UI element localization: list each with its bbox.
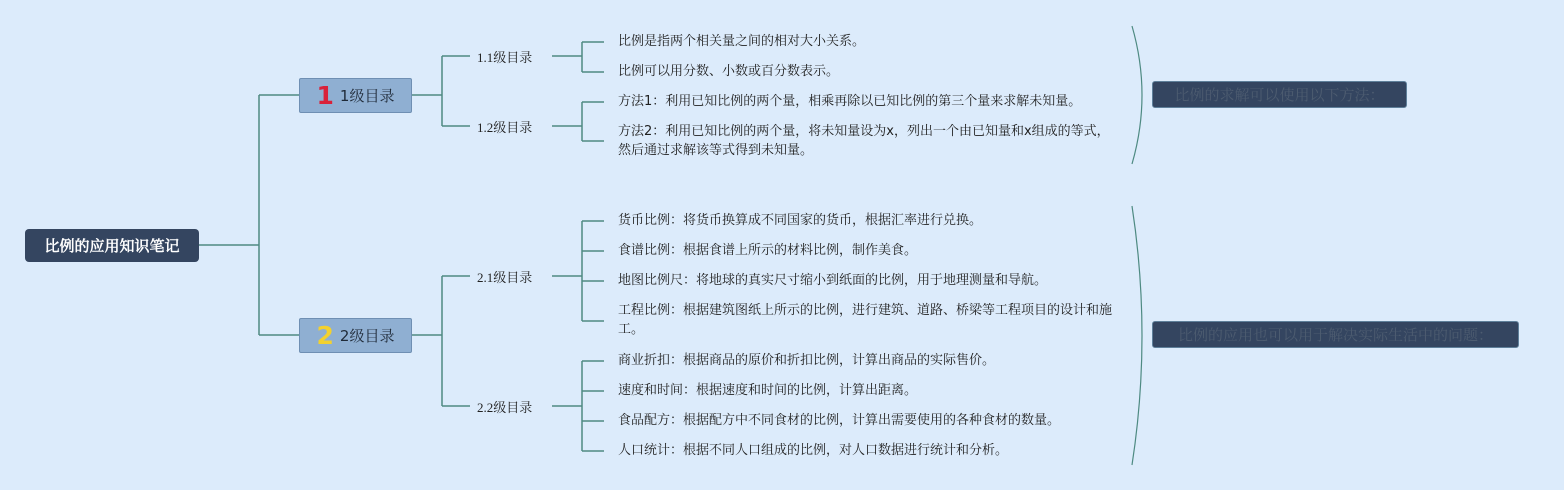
branch-1-topic[interactable] — [299, 78, 412, 113]
leaf-topic[interactable]: 工程比例：根据建筑图纸上所示的比例，进行建筑、道路、桥梁等工程项目的设计和施工。 — [618, 303, 1113, 337]
root-topic[interactable] — [25, 229, 199, 262]
leaf-topic[interactable]: 速度和时间：根据速度和时间的比例，计算出距离。 — [618, 383, 918, 398]
number-1-icon: 1 — [316, 81, 334, 110]
root-topic-label: 比例的应用知识笔记 — [44, 237, 180, 255]
leaf-topic[interactable]: 食品配方：根据配方中不同食材的比例，计算出需要使用的各种食材的数量。 — [618, 413, 1061, 428]
subtopic-2-1[interactable]: 2.1级目录 — [477, 270, 533, 285]
leaf-topic[interactable]: 人口统计：根据不同人口组成的比例，对人口数据进行统计和分析。 — [618, 443, 1009, 458]
number-2-icon: 2 — [316, 321, 334, 350]
summary-1-label: 比例的求解可以使用以下方法： — [1174, 86, 1385, 104]
branch-2-label: 2级目录 — [339, 327, 395, 345]
summary-2-label: 比例的应用也可以用于解决实际生活中的问题： — [1177, 326, 1493, 344]
summary-topic-1[interactable] — [1152, 81, 1407, 108]
subtopic-2-2[interactable]: 2.2级目录 — [477, 400, 533, 415]
leaf-topic[interactable]: 食谱比例：根据食谱上所示的材料比例，制作美食。 — [618, 243, 918, 258]
leaf-topic[interactable]: 方法1：利用已知比例的两个量，相乘再除以已知比例的第三个量来求解未知量。 — [618, 94, 1082, 109]
branch-1-label: 1级目录 — [339, 87, 395, 105]
leaf-topic[interactable]: 商业折扣：根据商品的原价和折扣比例，计算出商品的实际售价。 — [618, 353, 996, 368]
summary-topic-2[interactable] — [1152, 321, 1519, 348]
leaf-topic[interactable]: 方法2：利用已知比例的两个量，将未知量设为x，列出一个由已知量和x组成的等式，然后通过求解该等式得到未知量。 — [618, 124, 1110, 158]
subtopic-1-1[interactable]: 1.1级目录 — [477, 50, 533, 65]
leaf-topic[interactable]: 比例是指两个相关量之间的相对大小关系。 — [618, 34, 866, 49]
leaf-topic[interactable]: 地图比例尺：将地球的真实尺寸缩小到纸面的比例，用于地理测量和导航。 — [618, 273, 1048, 288]
branch-2-topic[interactable] — [299, 318, 412, 353]
leaf-topic[interactable]: 比例可以用分数、小数或百分数表示。 — [618, 64, 840, 79]
subtopic-1-2[interactable]: 1.2级目录 — [477, 120, 533, 135]
leaf-topic[interactable]: 货币比例：将货币换算成不同国家的货币，根据汇率进行兑换。 — [618, 213, 983, 228]
